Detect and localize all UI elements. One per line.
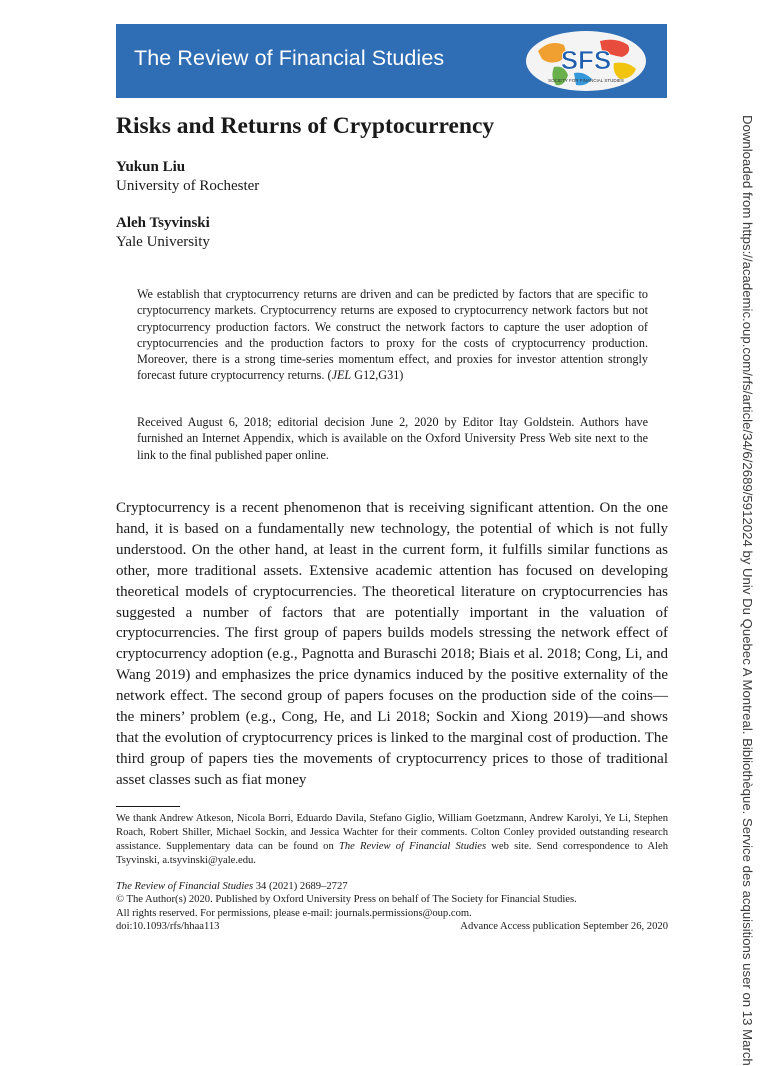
abstract [137, 286, 648, 384]
doi-row [116, 920, 668, 933]
body-paragraph: Cryptocurrency is a recent phenomenon that is receiving significant attention. On the one hand, it is based on a fundamentally new technology, the potential of which is not fully understood. On the other hand, at least in the current form, it fulfills similar functions as other, more traditional assets. Extensive academic attention has focused on developing theoretical models of cryptocurrencies. The theoretical literature on cryptocurrencies has suggested a number of factors that are potentially important in the valuation of cryptocurrencies. The first group of papers builds models stressing the network effect of cryptocurrency adoption (e.g., Pagnotta and Buraschi 2018; Biais et al. 2018; Cong, Li, and Wang 2019) and emphasizes the price dynamics induced by the positive externality of the network effect. The second group of papers focuses on the production side of the coins—the miners’ problem (e.g., Cong, He, and Li 2018; Sockin and Xiong 2019)—and shows that the evolution of cryptocurrency prices is linked to the marginal cost of production. The third group of papers ties the movements of cryptocurrency prices to those of traditional asset classes such as fiat money [116, 500, 668, 788]
author-affiliation: University of Rochester [116, 178, 260, 194]
jel-label: JEL [331, 368, 352, 383]
footnote-rule [116, 806, 180, 807]
citation-line [116, 880, 668, 893]
author-name: Aleh Tsyvinski [116, 215, 210, 231]
doi: doi:10.1093/rfs/hhaa113 [116, 921, 220, 933]
citation-journal: The Review of Financial Studies [116, 881, 254, 892]
rights-line: All rights reserved. For permissions, please e-mail: journals.permissions@oup.com. [116, 907, 472, 919]
logo-subtext: SOCIETY FOR FINANCIAL STUDIES [548, 78, 624, 83]
citation-volume: 34 (2021) 2689–2727 [253, 881, 348, 892]
sfs-logo [524, 29, 648, 93]
publication-info [116, 880, 668, 934]
author-name: Yukun Liu [116, 159, 186, 175]
copyright-line: © The Author(s) 2020. Published by Oxford University Press on behalf of The Society for Financial Studies. [116, 894, 577, 906]
jel-codes: G12,G31) [351, 368, 404, 383]
advance-access: Advance Access publication September 26, 2020 [460, 921, 668, 933]
journal-title: The Review of Financial Studies [134, 46, 445, 70]
author-affiliation: Yale University [116, 234, 210, 250]
abstract-text: We establish that cryptocurrency returns are driven and can be predicted by factors that are specific to cryptocurrency markets. Cryptocurrency returns are exposed to cryptocurrency network factors but not cryptocurrency production factors. We construct the network factors to capture the user adoption of cryptocurrencies and the production factors to proxy for the costs of cryptocurrency production. Moreover, there is a strong time-series momentum effect, and proxies for investor attention strongly forecast future cryptocurrency returns. ( [137, 287, 648, 383]
journal-banner [116, 24, 667, 98]
article-title: Risks and Returns of Cryptocurrency [116, 113, 495, 139]
footnote-text: We thank Andrew Atkeson, Nicola Borri, Eduardo Davila, Stefano Giglio, William Goetzmann, Andrew Karolyi, Ye Li, Stephen Roach, Robert Shiller, Michael Sockin, and Jessica Wachter for their comments. Colton Conley provided outstanding research assistance. Supplementary data can be found on [116, 813, 668, 852]
received-note: Received August 6, 2018; editorial decision June 2, 2020 by Editor Itay Goldstein. Authors have furnished an Internet Appendix, which is available on the Oxford University Press Web site next to the link to the final published paper online. [137, 415, 648, 462]
footnote-text-end: web site. Send correspondence to Aleh Tsyvinski, a.tsyvinski@yale.edu. [116, 841, 668, 866]
logo-text: SFS [560, 45, 612, 75]
footnote-journal: The Review of Financial Studies [338, 841, 487, 852]
download-watermark: Downloaded from https://academic.oup.com/rfs/article/34/6/2689/5912024 by Univ Du Quebec A Montreal. Bibliothèque. Service des acquisitions user on 13 March [740, 115, 755, 1066]
acknowledgment-footnote [116, 812, 668, 868]
